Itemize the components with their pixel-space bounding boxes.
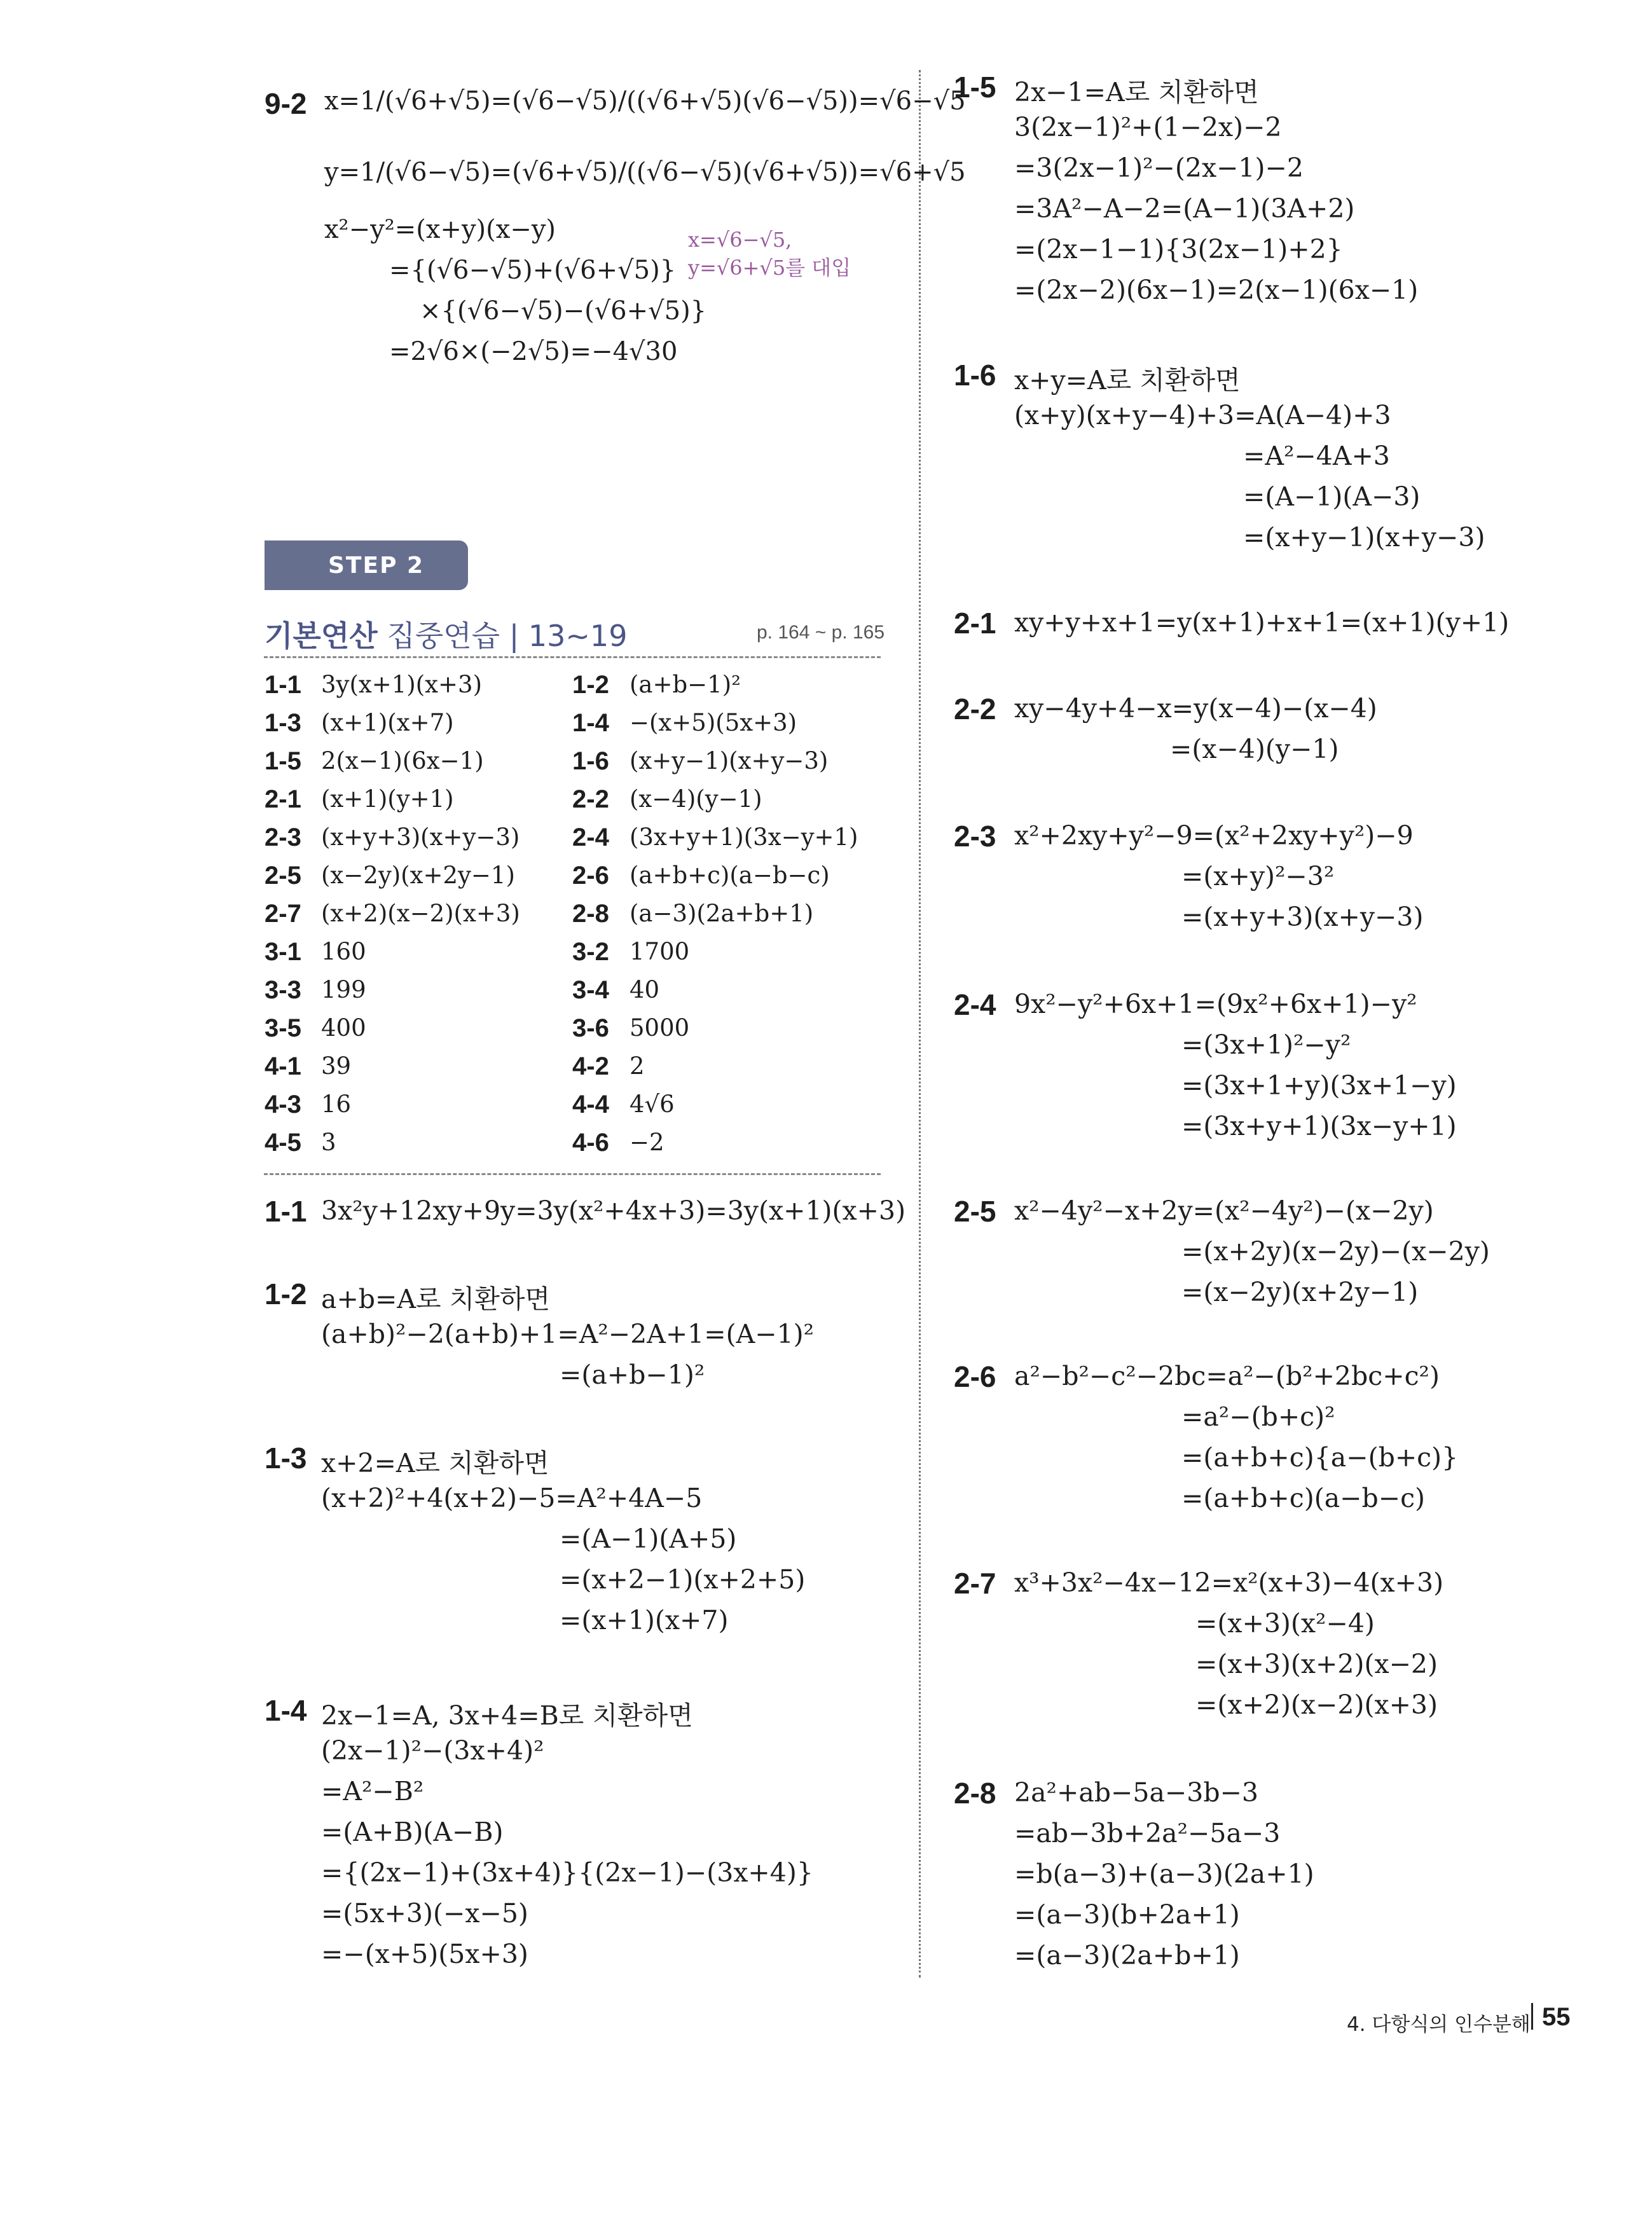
solution-line: =(3x+y+1)(3x−y+1) xyxy=(1181,1111,1457,1141)
answer-value: (a−3)(2a+b+1) xyxy=(630,900,814,927)
answer-number: 2-4 xyxy=(572,823,609,851)
solution-line: (a+b)²−2(a+b)+1=A²−2A+1=(A−1)² xyxy=(321,1319,815,1349)
substitution-note: x=√6−√5, xyxy=(688,228,792,252)
solution-line: a+b=A로 치환하면 xyxy=(321,1284,551,1314)
problem-label-1-4: 1-4 xyxy=(265,1694,307,1727)
answer-value: (x−2y)(x+2y−1) xyxy=(321,862,515,889)
page-number: 55 xyxy=(1542,2003,1571,2031)
answer-number: 1-3 xyxy=(265,709,301,737)
solution-line: =(a−3)(b+2a+1) xyxy=(1014,1899,1240,1930)
problem-label-1-2: 1-2 xyxy=(265,1277,307,1311)
problem-label-9-2: 9-2 xyxy=(265,87,307,120)
solution-line: a²−b²−c²−2bc=a²−(b²+2bc+c²) xyxy=(1014,1361,1440,1391)
answer-number: 2-2 xyxy=(572,785,609,813)
solution-line: =(5x+3)(−x−5) xyxy=(321,1898,528,1929)
solution-line: =(a+b+c)(a−b−c) xyxy=(1181,1483,1426,1513)
answer-number: 2-5 xyxy=(265,862,301,890)
solution-line: x²−y²=(x+y)(x−y) xyxy=(324,215,556,244)
solution-line: =2√6×(−2√5)=−4√30 xyxy=(389,337,678,366)
solution-line: =(2x−2)(6x−1)=2(x−1)(6x−1) xyxy=(1014,275,1419,305)
solution-line: 9x²−y²+6x+1=(9x²+6x+1)−y² xyxy=(1014,989,1417,1019)
answer-value: 2(x−1)(6x−1) xyxy=(321,747,484,774)
solution-line: x=1/(√6+√5)=(√6−√5)/((√6+√5)(√6−√5))=√6−√5 xyxy=(324,86,966,116)
solution-line: =ab−3b+2a²−5a−3 xyxy=(1014,1818,1281,1848)
answer-value: (x+2)(x−2)(x+3) xyxy=(321,900,520,927)
answer-number: 1-1 xyxy=(265,671,301,699)
answer-value: 199 xyxy=(321,976,366,1003)
problem-label-2-8: 2-8 xyxy=(954,1777,996,1810)
answer-value: (3x+y+1)(3x−y+1) xyxy=(630,823,858,851)
solution-line: =(x+y+3)(x+y−3) xyxy=(1181,902,1424,932)
problem-label-1-1: 1-1 xyxy=(265,1195,307,1228)
problem-label-2-5: 2-5 xyxy=(954,1195,996,1228)
solution-line: =(x+3)(x²−4) xyxy=(1195,1608,1375,1639)
solution-line: =(x−4)(y−1) xyxy=(1170,734,1339,764)
solution-line: x³+3x²−4x−12=x²(x+3)−4(x+3) xyxy=(1014,1567,1444,1598)
answer-number: 4-3 xyxy=(265,1091,301,1118)
answer-value: 3y(x+1)(x+3) xyxy=(321,671,483,698)
solution-line: =(A−1)(A+5) xyxy=(560,1524,737,1554)
problem-label-2-1: 2-1 xyxy=(954,607,996,640)
solution-line: =(x+2y)(x−2y)−(x−2y) xyxy=(1181,1236,1490,1267)
problem-label-1-6: 1-6 xyxy=(954,359,996,392)
answer-number: 4-2 xyxy=(572,1052,609,1080)
solution-line: =(x+1)(x+7) xyxy=(560,1605,729,1635)
answer-number: 1-6 xyxy=(572,747,609,775)
solution-line: =b(a−3)+(a−3)(2a+1) xyxy=(1014,1859,1314,1889)
solution-line: ={(2x−1)+(3x+4)}{(2x−1)−(3x+4)} xyxy=(321,1857,813,1888)
chapter-title: 4. 다항식의 인수분해 xyxy=(1347,2013,1531,2036)
answer-number: 2-6 xyxy=(572,862,609,890)
solution-line: =a²−(b+c)² xyxy=(1181,1401,1335,1432)
solution-line: =A²−4A+3 xyxy=(1243,441,1390,471)
answer-number: 3-4 xyxy=(572,976,609,1004)
answer-number: 1-2 xyxy=(572,671,609,699)
problem-label-1-5: 1-5 xyxy=(954,71,996,104)
solution-line: 2x−1=A로 치환하면 xyxy=(1014,77,1259,107)
answer-value: (x+1)(x+7) xyxy=(321,709,454,736)
step-badge: STEP 2 xyxy=(265,540,468,590)
solution-line: xy−4y+4−x=y(x−4)−(x−4) xyxy=(1014,693,1377,724)
solution-line: =(x+y)²−3² xyxy=(1181,861,1335,891)
solution-line: x+y=A로 치환하면 xyxy=(1014,365,1241,396)
footer-divider xyxy=(1531,2003,1533,2030)
answer-number: 3-6 xyxy=(572,1014,609,1042)
answer-value: 2 xyxy=(630,1052,645,1080)
solution-line: =(x+2)(x−2)(x+3) xyxy=(1195,1690,1438,1720)
solution-line: 3(2x−1)²+(1−2x)−2 xyxy=(1014,112,1282,142)
problem-label-2-3: 2-3 xyxy=(954,820,996,853)
solution-line: 2a²+ab−5a−3b−3 xyxy=(1014,1777,1259,1808)
answer-number: 1-5 xyxy=(265,747,301,775)
solution-line: =3A²−A−2=(A−1)(3A+2) xyxy=(1014,193,1355,224)
answer-value: 160 xyxy=(321,938,366,965)
solution-line: =(a+b−1)² xyxy=(560,1359,705,1390)
answer-value: 39 xyxy=(321,1052,352,1080)
problem-label-2-7: 2-7 xyxy=(954,1567,996,1600)
problem-label-1-3: 1-3 xyxy=(265,1442,307,1475)
answer-value: 40 xyxy=(630,976,660,1003)
answer-value: (a+b−1)² xyxy=(630,671,741,698)
solution-line: =(x+3)(x+2)(x−2) xyxy=(1195,1649,1438,1679)
answer-number: 2-1 xyxy=(265,785,301,813)
section-title: 기본연산 집중연습 | 13~19 xyxy=(265,619,628,653)
problem-label-2-6: 2-6 xyxy=(954,1360,996,1393)
solution-line: =(x+2−1)(x+2+5) xyxy=(560,1564,806,1595)
answer-value: 16 xyxy=(321,1091,352,1118)
answer-value: (x+y+3)(x+y−3) xyxy=(321,823,520,851)
solution-line: ×{(√6−√5)−(√6+√5)} xyxy=(420,296,707,326)
solution-line: =(a−3)(2a+b+1) xyxy=(1014,1940,1240,1971)
answer-number: 3-2 xyxy=(572,938,609,966)
problem-label-2-4: 2-4 xyxy=(954,988,996,1021)
solution-line: =(a+b+c){a−(b+c)} xyxy=(1181,1442,1459,1473)
substitution-note: y=√6+√5를 대입 xyxy=(688,256,851,280)
solution-line: (x+y)(x+y−4)+3=A(A−4)+3 xyxy=(1014,400,1391,430)
answer-number: 3-3 xyxy=(265,976,301,1004)
answer-value: (x−4)(y−1) xyxy=(630,785,762,813)
answer-value: 3 xyxy=(321,1129,336,1156)
answer-value: 4√6 xyxy=(630,1091,675,1118)
solution-line: =(3x+1+y)(3x+1−y) xyxy=(1181,1070,1457,1101)
solution-line: =(A−1)(A−3) xyxy=(1243,481,1421,512)
solution-line: =−(x+5)(5x+3) xyxy=(321,1939,528,1969)
solution-line: y=1/(√6−√5)=(√6+√5)/((√6−√5)(√6+√5))=√6+√5 xyxy=(324,158,966,187)
problem-label-2-2: 2-2 xyxy=(954,692,996,726)
answer-value: (x+y−1)(x+y−3) xyxy=(630,747,829,774)
solution-line: x+2=A로 치환하면 xyxy=(321,1448,549,1478)
solution-line: (2x−1)²−(3x+4)² xyxy=(321,1735,544,1766)
answer-number: 4-4 xyxy=(572,1091,609,1118)
answer-value: (x+1)(y+1) xyxy=(321,785,454,813)
dashed-divider xyxy=(264,1173,881,1175)
solution-line: (x+2)²+4(x+2)−5=A²+4A−5 xyxy=(321,1483,703,1513)
solution-line: =3(2x−1)²−(2x−1)−2 xyxy=(1014,153,1304,183)
solution-line: =(x−2y)(x+2y−1) xyxy=(1181,1277,1419,1307)
answer-value: −(x+5)(5x+3) xyxy=(630,709,797,736)
answer-number: 4-1 xyxy=(265,1052,301,1080)
answer-value: (a+b+c)(a−b−c) xyxy=(630,862,830,889)
answer-value: 400 xyxy=(321,1014,366,1042)
solution-line: xy+y+x+1=y(x+1)+x+1=(x+1)(y+1) xyxy=(1014,607,1510,638)
dashed-divider xyxy=(264,656,881,658)
answer-number: 2-3 xyxy=(265,823,301,851)
answer-number: 2-7 xyxy=(265,900,301,928)
solution-line: 2x−1=A, 3x+4=B로 치환하면 xyxy=(321,1700,693,1731)
answer-value: 1700 xyxy=(630,938,690,965)
solution-line: 3x²y+12xy+9y=3y(x²+4x+3)=3y(x+1)(x+3) xyxy=(321,1195,906,1226)
solution-line: =(2x−1−1){3(2x−1)+2} xyxy=(1014,234,1343,265)
answer-number: 3-5 xyxy=(265,1014,301,1042)
answer-number: 1-4 xyxy=(572,709,609,737)
solution-line: ={(√6−√5)+(√6+√5)} xyxy=(389,256,677,285)
answer-value: 5000 xyxy=(630,1014,690,1042)
answer-number: 3-1 xyxy=(265,938,301,966)
answer-number: 2-8 xyxy=(572,900,609,928)
solution-line: =(x+y−1)(x+y−3) xyxy=(1243,522,1485,553)
page-reference: p. 164 ~ p. 165 xyxy=(757,622,885,643)
column-divider xyxy=(919,70,921,1978)
answer-number: 4-6 xyxy=(572,1129,609,1157)
solution-line: x²−4y²−x+2y=(x²−4y²)−(x−2y) xyxy=(1014,1195,1434,1226)
solution-line: =A²−B² xyxy=(321,1776,424,1807)
solution-line: =(A+B)(A−B) xyxy=(321,1817,504,1847)
answer-value: −2 xyxy=(630,1129,664,1156)
solution-line: =(3x+1)²−y² xyxy=(1181,1029,1351,1060)
solution-line: x²+2xy+y²−9=(x²+2xy+y²)−9 xyxy=(1014,820,1414,851)
answer-number: 4-5 xyxy=(265,1129,301,1157)
